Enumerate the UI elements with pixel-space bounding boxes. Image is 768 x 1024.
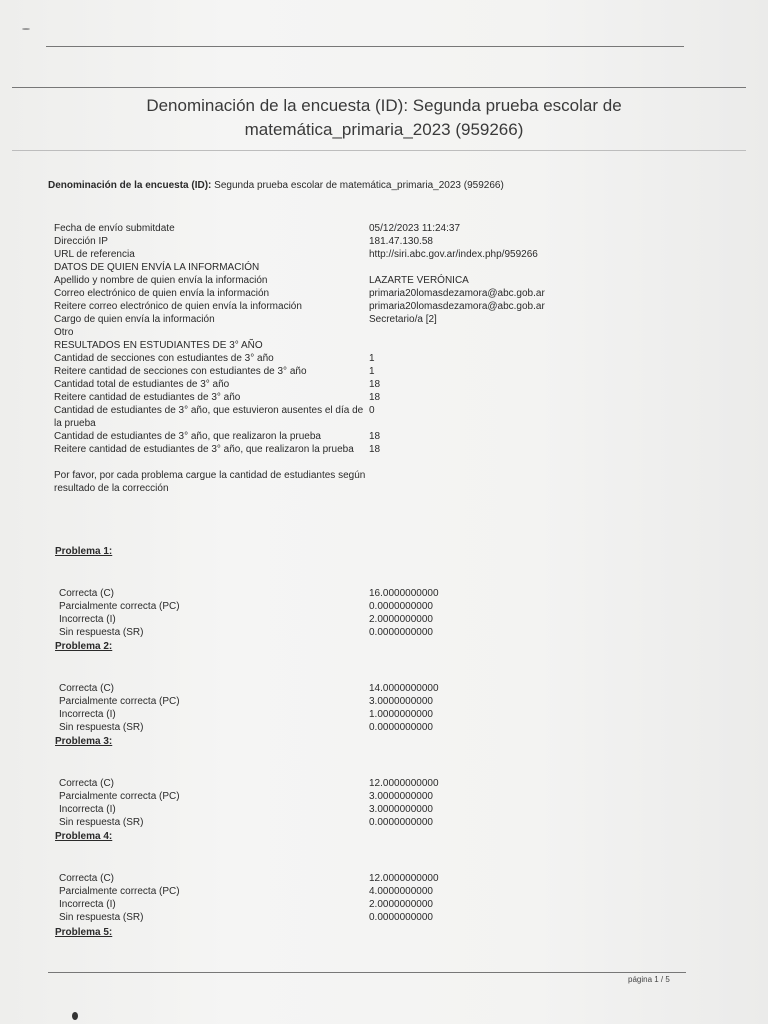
field-value: Secretario/a [2] — [369, 314, 437, 325]
field-label: RESULTADOS EN ESTUDIANTES DE 3° AÑO — [54, 340, 263, 351]
problem-title: Problema 3: — [55, 736, 113, 747]
survey-name-value: Segunda prueba escolar de matemática_primaria_2023 (959266) — [214, 180, 504, 191]
problem-title: Problema 4: — [55, 831, 113, 842]
result-value: 0.0000000000 — [369, 912, 433, 923]
result-label: Parcialmente correcta (PC) — [59, 791, 180, 802]
result-label: Incorrecta (I) — [59, 899, 116, 910]
field-label: Cantidad de secciones con estudiantes de 3° año — [54, 353, 274, 364]
field-label: Otro — [54, 327, 74, 338]
field-label: URL de referencia — [54, 249, 135, 260]
result-value: 0.0000000000 — [369, 601, 433, 612]
field-value: primaria20lomasdezamora@abc.gob.ar — [369, 301, 545, 312]
field-value: http://siri.abc.gov.ar/index.php/959266 — [369, 249, 538, 260]
result-label: Sin respuesta (SR) — [59, 912, 144, 923]
header-rule-bottom — [12, 150, 746, 151]
field-value: LAZARTE VERÓNICA — [369, 275, 469, 286]
result-value: 12.0000000000 — [369, 778, 439, 789]
result-label: Incorrecta (I) — [59, 804, 116, 815]
result-value: 0.0000000000 — [369, 627, 433, 638]
survey-name — [48, 180, 728, 191]
result-value: 3.0000000000 — [369, 804, 433, 815]
result-value: 3.0000000000 — [369, 791, 433, 802]
page-title — [60, 94, 708, 142]
result-value: 2.0000000000 — [369, 899, 433, 910]
result-label: Correcta (C) — [59, 873, 115, 884]
result-value: 12.0000000000 — [369, 873, 439, 884]
field-value: 18 — [369, 431, 381, 442]
survey-name-label: Denominación de la encuesta (ID): — [48, 180, 212, 191]
field-label: Reitere cantidad de estudiantes de 3° año — [54, 392, 241, 403]
field-label: Dirección IP — [54, 236, 108, 247]
field-value: 1 — [369, 366, 375, 377]
field-label: Reitere cantidad de secciones con estudiantes de 3° año — [54, 366, 307, 377]
field-value: 1 — [369, 353, 375, 364]
result-value: 2.0000000000 — [369, 614, 433, 625]
problem-title: Problema 2: — [55, 641, 113, 652]
result-label: Sin respuesta (SR) — [59, 817, 144, 828]
field-label: Cargo de quien envía la información — [54, 314, 215, 325]
header-rule-top — [12, 87, 746, 88]
result-value: 4.0000000000 — [369, 886, 433, 897]
field-label: Reitere correo electrónico de quien envía la información — [54, 301, 302, 312]
problem-title: Problema 5: — [55, 927, 113, 938]
result-label: Sin respuesta (SR) — [59, 627, 144, 638]
field-label: Reitere cantidad de estudiantes de 3° año, que realizaron la prueba — [54, 444, 354, 455]
result-value: 0.0000000000 — [369, 817, 433, 828]
scan-speck — [22, 28, 30, 30]
page-number: página 1 / 5 — [628, 975, 670, 984]
title-line-1: Denominación de la encuesta (ID): Segunda prueba escolar de — [146, 96, 622, 115]
field-value: 18 — [369, 379, 381, 390]
field-value: 181.47.130.58 — [369, 236, 433, 247]
field-value: 05/12/2023 11:24:37 — [369, 223, 461, 234]
problem-title: Problema 1: — [55, 546, 113, 557]
field-label: DATOS DE QUIEN ENVÍA LA INFORMACIÓN — [54, 262, 260, 273]
result-label: Correcta (C) — [59, 588, 115, 599]
result-label: Correcta (C) — [59, 683, 115, 694]
result-label: Parcialmente correcta (PC) — [59, 601, 180, 612]
field-label: Fecha de envío submitdate — [54, 223, 175, 234]
result-label: Incorrecta (I) — [59, 614, 116, 625]
result-label: Sin respuesta (SR) — [59, 722, 144, 733]
field-label: Correo electrónico de quien envía la información — [54, 288, 270, 299]
top-rule — [46, 46, 684, 47]
result-value: 14.0000000000 — [369, 683, 439, 694]
result-label: Incorrecta (I) — [59, 709, 116, 720]
field-value: 18 — [369, 392, 381, 403]
title-line-2: matemática_primaria_2023 (959266) — [244, 120, 524, 139]
result-value: 1.0000000000 — [369, 709, 433, 720]
result-label: Parcialmente correcta (PC) — [59, 696, 180, 707]
result-label: Parcialmente correcta (PC) — [59, 886, 180, 897]
scan-speck — [72, 1012, 78, 1020]
result-value: 16.0000000000 — [369, 588, 439, 599]
field-label: Cantidad de estudiantes de 3° año, que realizaron la prueba — [54, 431, 321, 442]
result-value: 0.0000000000 — [369, 722, 433, 733]
result-label: Correcta (C) — [59, 778, 115, 789]
field-label: Cantidad total de estudiantes de 3° año — [54, 379, 230, 390]
field-value: 18 — [369, 444, 381, 455]
result-value: 3.0000000000 — [369, 696, 433, 707]
field-label: Apellido y nombre de quien envía la información — [54, 275, 268, 286]
field-value: 0 — [369, 405, 375, 416]
field-label: Por favor, por cada problema cargue la cantidad de estudiantes según resultado de la corrección — [54, 470, 366, 494]
footer-rule — [48, 972, 686, 973]
field-label: Cantidad de estudiantes de 3° año, que estuvieron ausentes el día de la prueba — [54, 405, 364, 429]
field-value: primaria20lomasdezamora@abc.gob.ar — [369, 288, 545, 299]
